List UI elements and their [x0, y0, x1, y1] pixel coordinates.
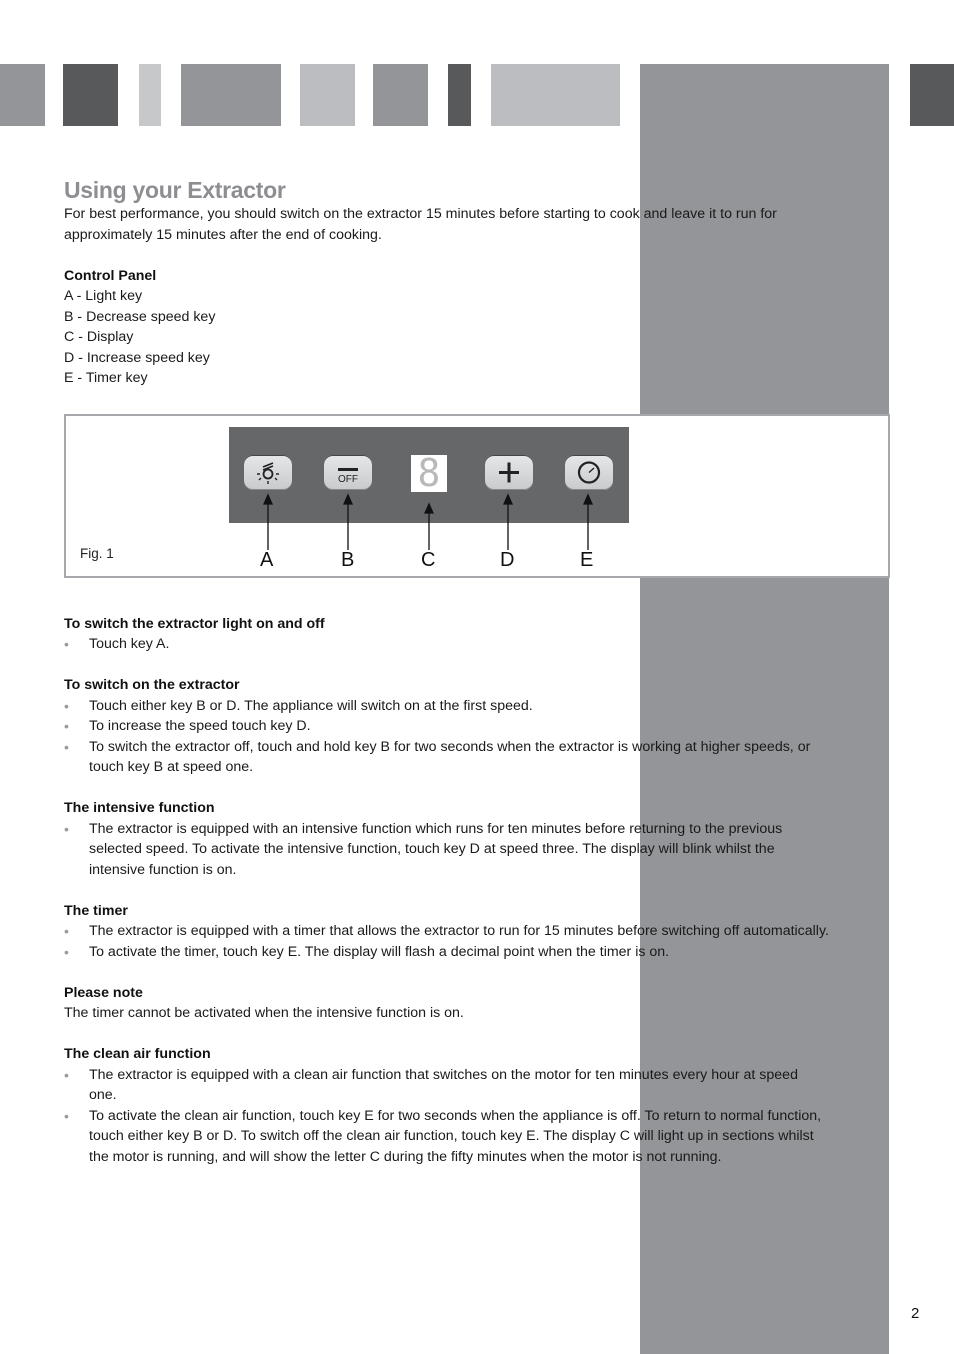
- list-item: • To increase the speed touch key D.: [64, 716, 829, 737]
- increase-speed-key: [485, 455, 533, 490]
- header-block-3: [139, 64, 161, 126]
- header-block-7: [448, 64, 471, 126]
- header-block-6: [373, 64, 428, 126]
- section-heading-light: To switch the extractor light on and off: [64, 615, 325, 632]
- control-panel-item: B - Decrease speed key: [64, 308, 216, 325]
- section-list-intensive: [64, 819, 844, 881]
- figure-control-panel: [64, 414, 890, 578]
- control-panel-item: C - Display: [64, 329, 134, 345]
- list-item: • To activate the clean air function, touch key E for two seconds when the appliance is off. To return to normal function, touch either key B or D. To switch off the clean air function, touch key E. The display C will light up in sections whilst the motor is running, and will show the letter C during the fifty minutes when the motor is not running.: [64, 1106, 829, 1168]
- control-panel-strip: [229, 427, 629, 523]
- section-heading-switch-on: To switch on the extractor: [64, 677, 240, 693]
- page-number: 2: [911, 1305, 920, 1322]
- list-item: • Touch either key B or D. The appliance will switch on at the first speed.: [64, 696, 829, 717]
- section-heading-intensive: The intensive function: [64, 800, 215, 816]
- plus-icon: [485, 455, 533, 490]
- list-item: • The extractor is equipped with a timer that allows the extractor to run for 15 minutes before switching off automatically.: [64, 921, 829, 942]
- control-panel-heading: Control Panel: [64, 267, 157, 284]
- display-digit: 8: [417, 451, 441, 495]
- section-list-switch-on: [64, 696, 844, 778]
- list-item: • Touch key A.: [64, 634, 829, 655]
- list-item: • To switch the extractor off, touch and hold key B for two seconds when the extractor is working at higher speeds, or touch key B at speed one.: [64, 737, 829, 778]
- decrease-speed-key: [324, 455, 372, 490]
- main-content: [64, 176, 844, 1167]
- letter-b: B: [341, 549, 355, 571]
- digit-display: [411, 451, 447, 495]
- letter-a: A: [260, 549, 274, 571]
- header-block-9: [910, 64, 954, 126]
- header-block-5: [300, 64, 355, 126]
- section-heading-timer: The timer: [64, 902, 128, 919]
- header-block-1: [0, 64, 45, 126]
- header-block-2: [63, 64, 118, 126]
- light-bulb-icon: [244, 455, 292, 490]
- section-heading-clean-air: The clean air function: [64, 1046, 211, 1062]
- clock-icon: [565, 455, 613, 490]
- page-title: Using your Extractor: [64, 177, 286, 203]
- letter-d: D: [500, 549, 515, 571]
- figure-caption: Fig. 1: [80, 546, 114, 561]
- header-block-8: [491, 64, 620, 126]
- control-panel-item: D - Increase speed key: [64, 349, 210, 366]
- note-text: The timer cannot be activated when the intensive function is on.: [64, 1005, 464, 1021]
- timer-key: [565, 455, 613, 490]
- off-label: OFF: [338, 474, 358, 485]
- section-list-light: [64, 634, 844, 655]
- header-block-4: [181, 64, 281, 126]
- intro-text: For best performance, you should switch on the extractor 15 minutes before starting to cook and leave it to run for approximately 15 minutes after the end of cooking.: [64, 206, 777, 243]
- section-list-timer: [64, 921, 844, 962]
- letter-e: E: [580, 549, 594, 571]
- control-panel-item: E - Timer key: [64, 370, 148, 386]
- light-key: [244, 455, 292, 490]
- letter-c: C: [421, 549, 436, 571]
- section-heading-note: Please note: [64, 984, 143, 1001]
- list-item: • To activate the timer, touch key E. The display will flash a decimal point when the timer is on.: [64, 942, 829, 963]
- control-panel-item: A - Light key: [64, 288, 143, 304]
- section-list-clean-air: [64, 1065, 844, 1168]
- list-item: • The extractor is equipped with an intensive function which runs for ten minutes before returning to the previous selected speed. To activate the intensive function, touch key D at speed three. The display will blink whilst the intensive function is on.: [64, 819, 829, 881]
- list-item: • The extractor is equipped with a clean air function that switches on the motor for ten minutes every hour at speed one.: [64, 1065, 829, 1106]
